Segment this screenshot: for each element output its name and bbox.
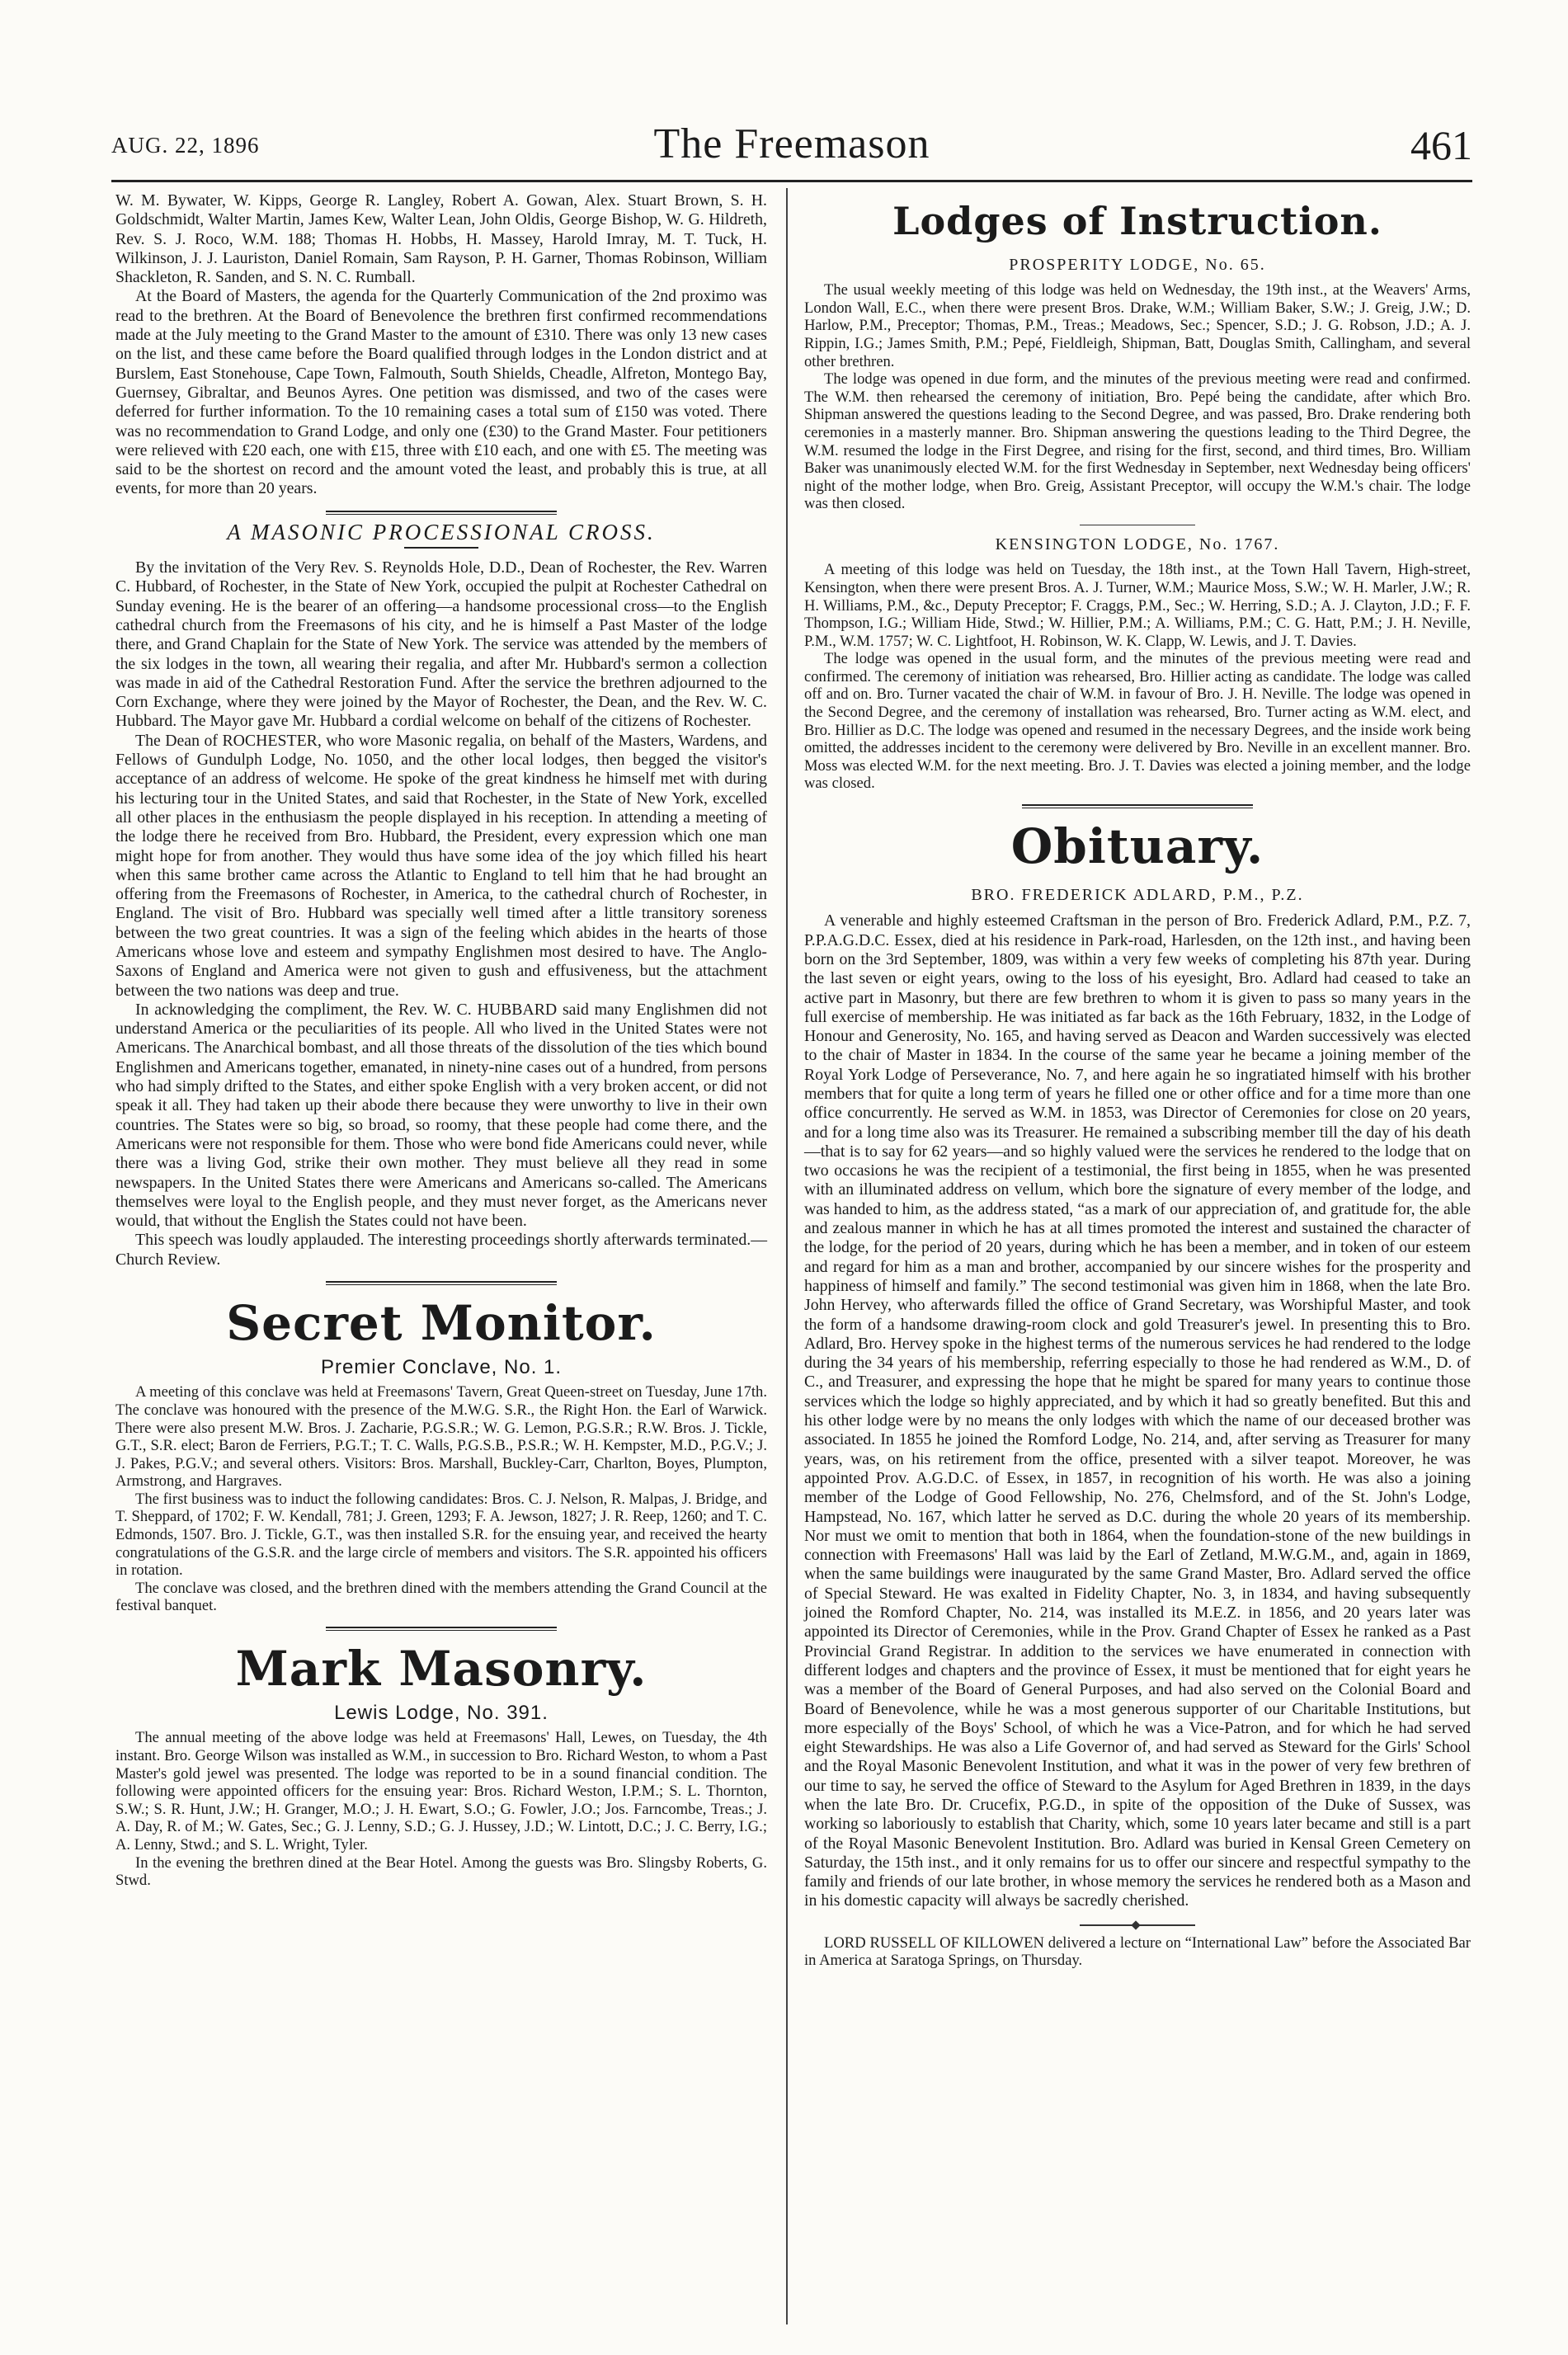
adlard-heading: BRO. FREDERICK ADLARD, P.M., P.Z. [971,886,1304,905]
newspaper-title: The Freemason [653,120,930,167]
premier-paragraph-2: The first business was to induct the following candidates: Bros. C. J. Nelson, R. Malpas, J. Bridge, and T. Sheppard, of 1702; F. W. Kendall, 781; J. Green, 1293; F. A. Jewson, 1827; J. R. Reep, 1260; and T. C. Edmonds, 1507. Bro. J. Tickle, G.T., was then installed S.R. for the ensuing year, and received the hearty congratulations of the G.S.R. and the large circle of members and visitors. The S.R. appointed his officers in rotation. [115,1490,767,1580]
mark-masonry-heading: Mark Masonry. [235,1641,647,1698]
russell-paragraph: LORD RUSSELL OF KILLOWEN delivered a lecture on “International Law” before the Associated Bar in America at Saratoga Springs, on Thursday. [804,1933,1471,1970]
board-paragraph-2: At the Board of Masters, the agenda for the Quarterly Communication of the 2nd proximo was read to the brethren. At the Board of Benevolence the brethren first confirmed recommendations made at the July meeting to the Grand Master to the amount of £310. There was only 13 new cases on the list, and these came before the Board qualified through lodges in the London district and at Burslem, East Stonehouse, Cape Town, Falmouth, South Shields, Cheadle, Alfreton, Montego Bay, Guernsey, Gibraltar, and Beunos Ayres. One petition was dismissed, and two of the cases were deferred for further information. To the 10 remaining cases a total sum of £150 was voted. There was no recommendation to Grand Lodge, and only one (£30) to the Grand Master. Four petitioners were relieved with £20 each, one with £15, three with £10 each, and one with £5. The meeting was said to be the shortest on record and the amount voted the least, and probably this is true, at all events, for more than 20 years. [115,287,767,498]
section-divider [1080,1924,1195,1926]
obituary-heading: Obituary. [1010,818,1264,875]
kensington-lodge-heading: KENSINGTON LODGE, No. 1767. [995,535,1280,554]
secret-monitor-heading: Secret Monitor. [226,1295,657,1352]
prosperity-paragraph-1: The usual weekly meeting of this lodge was held on Wednesday, the 19th inst., at the Weavers' Arms, London Wall, E.C., when there were present Bros. Drake, W.M.; William Baker, S.W.; J. Greig, J.W.; D. Harlow, P.M., Preceptor; Thomas, P.M., Treas.; Meadows, Sec.; Spencer, S.D.; J. G. Robson, J.D.; A. J. Rippin, I.G.; James Smith, P.M.; Pepé, Fieldleigh, Shipman, Batt, Douglas Smith, Callingham, and several other brethren. [804,281,1471,370]
lewis-paragraph-1: The annual meeting of the above lodge was held at Freemasons' Hall, Lewes, on Tuesday, the 4th instant. Bro. George Wilson was installed as W.M., in succession to Bro. Richard Weston, to whom a Past Master's gold jewel was presented. The lodge was reported to be in a sound financial condition. The following were appointed officers for the ensuing year: Bros. Richard Weston, I.P.M.; S. L. Thornton, S.W.; S. R. Hunt, J.W.; H. Granger, M.O.; J. H. Ewart, S.O.; G. Fowler, J.O.; Jos. Farncombe, Treas.; J. A. Day, R. of M.; W. Gates, Sec.; G. J. Lenny, S.D.; G. J. Hussey, J.D.; W. Lintott, D.C.; J. C. Berry, I.G.; A. Lenny, Stwd.; and S. L. Wright, Tyler. [115,1729,767,1853]
kensington-paragraph-1: A meeting of this lodge was held on Tuesday, the 18th inst., at the Town Hall Tavern, High-street, Kensington, when there were present Bros. A. J. Turner, W.M.; Maurice Moss, S.W.; W. H. Marler, J.W.; R. H. Williams, P.M., &c., Deputy Preceptor; F. Craggs, P.M., Sec.; W. Herring, S.D.; A. J. Clayton, J.D.; F. F. Thompson, I.G.; William Hide, Stwd.; W. Hillier, P.M.; A. Williams, P.M.; C. G. Hatt, P.M.; J. H. Neville, P.M., W.M. 1757; W. C. Lightfoot, H. Robinson, W. K. Clapp, W. Lewis, and J. T. Davies. [804,561,1471,650]
section-divider [1022,804,1253,808]
cross-paragraph-1: By the invitation of the Very Rev. S. Reynolds Hole, D.D., Dean of Rochester, the Rev. Warren C. Hubbard, of Rochester, in the State of New York, occupied the pulpit at Rochester Cathedral on Sunday evening. He is the bearer of an offering—a handsome processional cross—to the English cathedral church from the Freemasons of his city, and he is himself a Past Master of the lodge there, and Grand Chaplain for the State of New York. The service was attended by the members of the six lodges in the town, all wearing their regalia, and after Mr. Hubbard's sermon a collection was made in aid of the Cathedral Restoration Fund. After the service the brethren adjourned to the Corn Exchange, where they were joined by the Mayor of Rochester, the Dean, and the Rev. W. C. Hubbard. The Mayor gave Mr. Hubbard a cordial welcome on behalf of the citizens of Rochester. [115,558,767,731]
premier-conclave-heading: Premier Conclave, No. 1. [320,1356,563,1379]
prosperity-lodge-heading: PROSPERITY LODGE, No. 65. [1009,256,1266,274]
lewis-paragraph-2: In the evening the brethren dined at the Bear Hotel. Among the guests was Bro. Slingsby Roberts, G. Stwd. [115,1853,767,1890]
page-number: 461 [1410,122,1472,168]
cross-paragraph-3: In acknowledging the compliment, the Rev. W. C. HUBBARD said many Englishmen did not understand America or the peculiarities of its people. All who lived in the United States were not Americans. The Anarchical bombast, and all those threats of the dissolution of the ties which bound Englishmen and Americans together, emanated, in ninety-nine cases out of a hundred, from persons who had simply drifted to the States, and either spoke English with a very broken accent, or did not speak it all. They had taken up their abode there because they were unworthy to live in their own countries. The States were so big, so broad, so roomy, that these people had come there, and the Americans were not responsible for them. Those who were bond fide Americans could never, while there was a living God, strike their own mother. They must believe all they read in some newspapers. In the United States there were Americans and Americans so-called. The Americans themselves were loyal to the English people, and they must never forget, as the Americans never would, that without the English the States could not have been. [115,1000,767,1231]
heading-underline [404,547,478,549]
lodges-of-instruction-heading: Lodges of Instruction. [892,199,1382,243]
kensington-paragraph-2: The lodge was opened in the usual form, and the minutes of the previous meeting were read and confirmed. The ceremony of initiation was rehearsed, Bro. Hillier acting as candidate. The lodge was called off and on. Bro. Turner vacated the chair of W.M. in favour of Bro. J. H. Neville. The lodge was opened in the Second Degree, and the ceremony of installation was rehearsed, Bro. Turner acting as W.M. elect, and Bro. Hillier as D.C. The lodge was opened and resumed in the necessary Degrees, and the inside work being omitted, the addresses incident to the ceremony were delivered by Bro. Neville in an excellent manner. Bro. Moss was elected W.M. for the next meeting. Bro. J. T. Davies was elected a joining member, and the lodge was closed. [804,650,1471,793]
issue-date: AUG. 22, 1896 [111,133,260,158]
column-divider [786,188,788,2324]
masthead [111,120,1472,181]
board-paragraph: W. M. Bywater, W. Kipps, George R. Langley, Robert A. Gowan, Alex. Stuart Brown, S. H. Goldschmidt, Walter Martin, James Kew, Walter Lean, John Oldis, George Bishop, W. G. Hildreth, Rev. S. J. Roco, W.M. 188; Thomas H. Hobbs, H. Massey, Harold Imray, M. T. Tuck, H. Wilkinson, J. J. Lauriston, Daniel Romain, Sam Rayson, P. H. Garner, Thomas Robinson, William Shackleton, R. Sanden, and S. N. C. Rumball. [115,191,767,287]
left-column [115,191,767,1890]
section-divider [326,1281,557,1285]
premier-paragraph-1: A meeting of this conclave was held at Freemasons' Tavern, Great Queen-street on Tuesday, June 17th. The conclave was honoured with the presence of the M.W.G. S.R., the Right Hon. the Earl of Warwick. There were also present M.W. Bros. J. Zacharie, P.G.S.R.; W. G. Lemon, P.G.S.R.; R.W. Bros. J. Tickle, G.T., S.R. elect; Baron de Ferriers, P.G.T.; T. C. Walls, P.G.S.B., P.S.R.; W. H. Kempster, M.D., P.G.V.; J. J. Pakes, P.G.V.; and several others. Visitors: Bros. Marshall, Buckley-Carr, Charlton, Boyes, Plumpton, Armstrong, and Hargraves. [115,1383,767,1491]
right-column [804,191,1471,1970]
prosperity-paragraph-2: The lodge was opened in due form, and the minutes of the previous meeting were read and confirmed. The W.M. then rehearsed the ceremony of initiation, Bro. Pepé being the candidate, after which Bro. Shipman answered the questions leading to the Second Degree, and was passed, Bro. Drake rendering both ceremonies in a masterly manner. Bro. Shipman answering the questions leading to the Third Degree, the W.M. resumed the lodge in the First Degree, and rising for the first, second, and third times, Bro. William Baker was unanimously elected W.M. for the first Wednesday in September, next Wednesday being officers' night of the mother lodge, when Bro. Greig, Assistant Preceptor, will occupy the W.M.'s chair. The lodge was then closed. [804,370,1471,513]
cross-paragraph-2: The Dean of ROCHESTER, who wore Masonic regalia, on behalf of the Masters, Wardens, and Fellows of Gundulph Lodge, No. 1050, and the other local lodges, then begged the visitor's acceptance of an address of welcome. He spoke of the great kindness he himself met with during his lecturing tour in the United States, and said that Rochester, in the State of New York, excelled all other places in the enthusiasm the people displayed in his reception. In attending a meeting of the lodge there he received from Bro. Hubbard, the President, every expression which one man might hope for from another. They would thus have some idea of the joy which filled his heart when this same brother came across the Atlantic to England to tell him that he had brought an offering from the Freemasons of Rochester, in America, to the cathedral church of Rochester, in England. The visit of Bro. Hubbard was specially well timed after a little transitory soreness between the two great countries. It was a sign of the feeling which abides in the hearts of those Americans whose love and esteem and sympathy Englishmen most desired to have. The Anglo-Saxons of England and America were not given to gush and effusiveness, but the attachment between the two nations was deep and true. [115,731,767,1000]
masthead-rule [111,180,1472,182]
lewis-lodge-heading: Lewis Lodge, No. 391. [334,1702,549,1725]
processional-cross-heading: A MASONIC PROCESSIONAL CROSS. [227,519,656,544]
premier-paragraph-3: The conclave was closed, and the brethren dined with the members attending the Grand Council at the festival banquet. [115,1579,767,1615]
cross-paragraph-4: This speech was loudly applauded. The interesting proceedings shortly afterwards terminated.—Church Review. [115,1231,767,1269]
adlard-paragraph: A venerable and highly esteemed Craftsman in the person of Bro. Frederick Adlard, P.M., P.Z. 7, P.P.A.G.D.C. Essex, died at his residence in Park-road, Harlesden, on the 12th inst., and having been born on the 3rd September, 1809, was within a very few weeks of completing his 87th year. During the last seven or eight years, owing to the loss of his eyesight, Bro. Adlard had ceased to take an active part in Masonry, but there are few brethren to whom it is given to pass so many years in the full exercise of membership. He was initiated as far back as the 16th February, 1832, in the Lodge of Honour and Generosity, No. 165, and having served as Deacon and Warden successively was elected to the chair of Master in 1834. In the course of the same year he became a joining member of the Royal York Lodge of Perseverance, No. 7, and here again he so ingratiated himself with his brother members that for quite a long term of years he filled one or other office and for a time more than one office concurrently. He served as W.M. in 1853, was Director of Ceremonies for close on 20 years, and for a long time also was its Treasurer. He remained a subscribing member till the day of his death—that is to say for 62 years—and so highly valued were the services he rendered to the lodge that on two occasions he was the recipient of a testimonial, the first being in 1855, when he was presented with an illuminated address on vellum, which bore the signature of every member of the lodge, and was handed to him, as the address stated, “as a mark of our appreciation of, and gratitude for, the able and zealous manner in which he has at all times promoted the interest and sustained the character of the lodge, for the period of 20 years, during which he has been a member, and in token of our esteem and regard for him as a man and brother, accompanied by our sincere wishes for the prosperity and happiness of himself and family.” The second testimonial was given him in 1868, when the late Bro. John Hervey, who afterwards filled the office of Grand Secretary, was Worshipful Master, and took the form of a handsome drawing-room clock and gold Treasurer's jewel. In presenting this to Bro. Adlard, Bro. Hervey spoke in the highest terms of the numerous services he had rendered to the lodge during the 34 years of his membership, referring especially to those he had rendered as W.M., D. of C., and Treasurer, and expressing the hope that he might be spared for many years to continue those services which the lodge so highly appreciated, and by which it had so greatly benefited. But this and his other lodge were by no means the only lodges with which the name of our deceased brother was associated. In 1855 he joined the Romford Lodge, No. 214, and, after serving as Treasurer for many years, was, on his retirement from the office, presented with a silver teapot. Moreover, he was appointed Prov. A.G.D.C. of Essex, in 1857, in recognition of his worth. He was also a joining member of the Lodge of Good Fellowship, No. 276, Chelmsford, and of the St. John's Lodge, Hampstead, No. 167, which latter he served as D.C. during the whole 20 years of its membership. Nor must we omit to mention that both in 1864, when the foundation-stone of the new buildings in connection with Freemasons' Hall was laid by the Earl of Zetland, M.W.G.M., and, again in 1869, when the same buildings were inaugurated by the same Grand Master, Bro. Adlard served the office of Special Steward. He was exalted in Fidelity Chapter, No. 3, in 1834, and having subsequently joined the Romford Chapter, No. 214, was installed its M.E.Z. in 1856, and 20 years later was appointed its Director of Ceremonies, while in the Prov. Grand Chapter of Essex he ranked as a Past Provincial Grand Registrar. In addition to the services we have enumerated in connection with different lodges and chapters and the province of Essex, it must be mentioned that for eight years he was a member of the Board of General Purposes, and had also served on the Colonial Board and Board of Benevolence, while he was a most generous supporter of our Charitable Institutions, but more especially of the Boys' School, of which he was a Vice-Patron, and for which he had served eight Stewardships. He was also a Life Governor of, and had served as Steward for the Girls' School and the Royal Masonic Benevolent Institution, and what it was in the power of very few brethren of our time to say, he served the office of Steward to the Asylum for Aged Brethren in 1839, in the days when the late Bro. Dr. Crucefix, P.G.D., in spite of the opposition of the Duke of Sussex, was working so laboriously to establish that Charity, which, some 10 years later became and still is a part of the Royal Masonic Benevolent Institution. Bro. Adlard was buried in Kensal Green Cemetery on Saturday, the 15th inst., and it only remains for us to offer our sincere and respectful sympathy to the family and friends of our late brother, in whose memory the services he rendered both as a Mason and in his domestic capacity will always be sacredly cherished. [804,911,1471,1910]
section-divider [326,1627,557,1631]
section-divider [326,511,557,515]
